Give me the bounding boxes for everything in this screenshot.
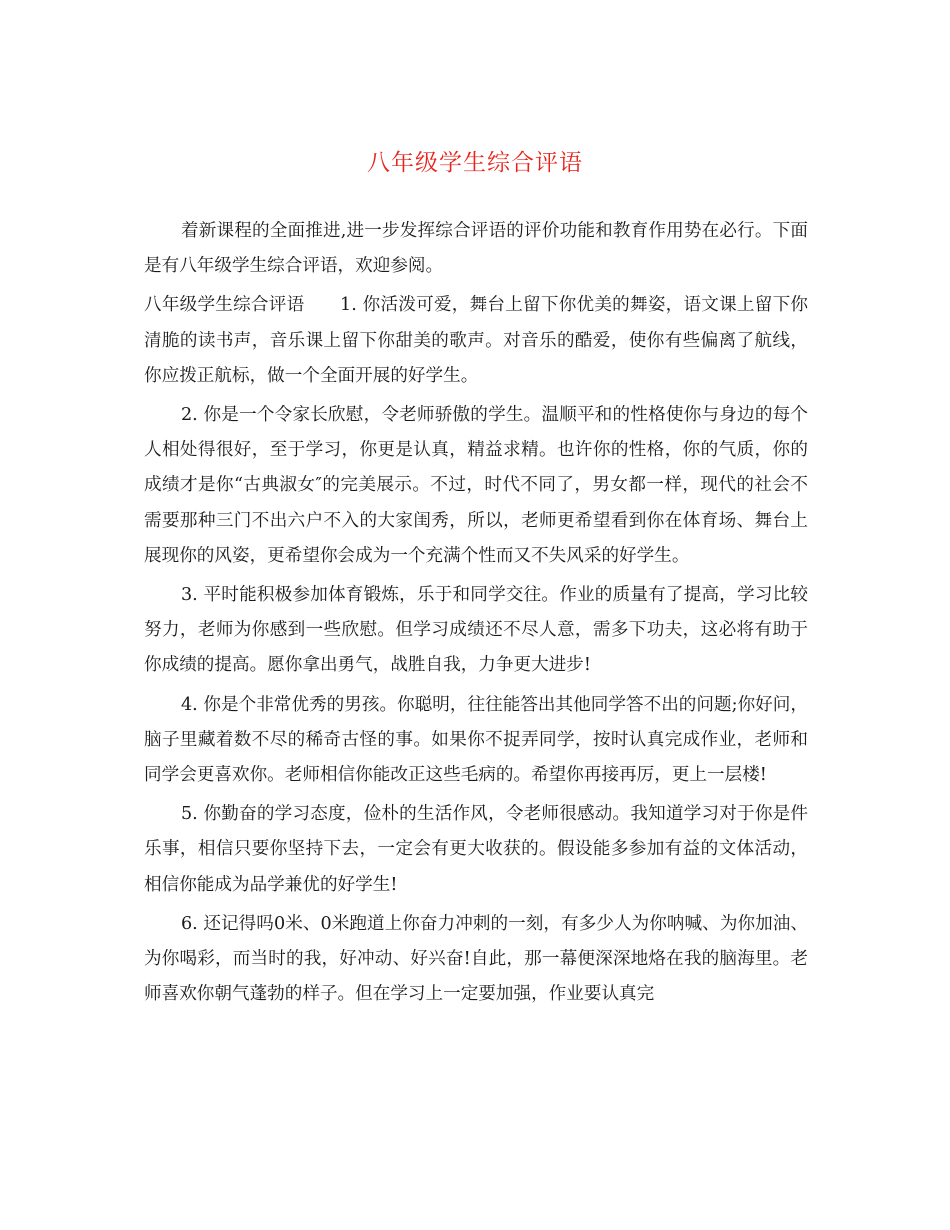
- document-title: 八年级学生综合评语: [367, 150, 583, 176]
- comment-paragraph-2: 2. 你是一个令家长欣慰，令老师骄傲的学生。温顺平和的性格使你与身边的每个人相处得很好，至于学习，你更是认真，精益求精。也许你的性格，你的气质，你的成绩才是你“古典淑女″的完美展示。不过，时代不同了，男女都一样，现代的社会不需要那种三门不出六户不入的大家闺秀，所以，老师更希望看到你在体育场、舞台上展现你的风姿，更希望你会成为一个充满个性而又不失风采的好学生。: [144, 405, 808, 566]
- comment-paragraph-4: 4. 你是个非常优秀的男孩。你聪明，往往能答出其他同学答不出的问题;你好问，脑子里藏着数不尽的稀奇古怪的事。如果你不捉弄同学，按时认真完成作业，老师和同学会更喜欢你。老师相信你能改正这些毛病的。希望你再接再厉，更上一层楼!: [144, 694, 808, 786]
- intro-paragraph: 着新课程的全面推进,进一步发挥综合评语的评价功能和教育作用势在必行。下面是有八年级学生综合评语，欢迎参阅。: [144, 221, 808, 277]
- comment-paragraph-3: 3. 平时能积极参加体育锻炼，乐于和同学交往。作业的质量有了提高，学习比较努力，老师为你感到一些欣慰。但学习成绩还不尽人意，需多下功夫，这必将有助于你成绩的提高。愿你拿出勇气，战胜自我，力争更大进步!: [144, 585, 808, 676]
- comment-paragraph-5: 5. 你勤奋的学习态度，俭朴的生活作风，令老师很感动。我知道学习对于你是件乐事，相信只要你坚持下去，一定会有更大收获的。假设能多参加有益的文体活动，相信你能成为品学兼优的好学生!: [144, 804, 808, 895]
- comment-paragraph-1: 八年级学生综合评语 1. 你活泼可爱，舞台上留下你优美的舞姿，语文课上留下你清脆的读书声，音乐课上留下你甜美的歌声。对音乐的酷爱，使你有些偏离了航线，你应拨正航标，做一个全面开展的好学生。: [144, 295, 808, 386]
- document-body: [144, 214, 808, 1012]
- comment-paragraph-6: 6. 还记得吗0米、0米跑道上你奋力冲刺的一刻，有多少人为你呐喊、为你加油、为你喝彩，而当时的我，好冲动、好兴奋!自此，那一幕便深深地烙在我的脑海里。老师喜欢你朝气蓬勃的样子。但在学习上一定要加强，作业要认真完: [144, 913, 808, 1005]
